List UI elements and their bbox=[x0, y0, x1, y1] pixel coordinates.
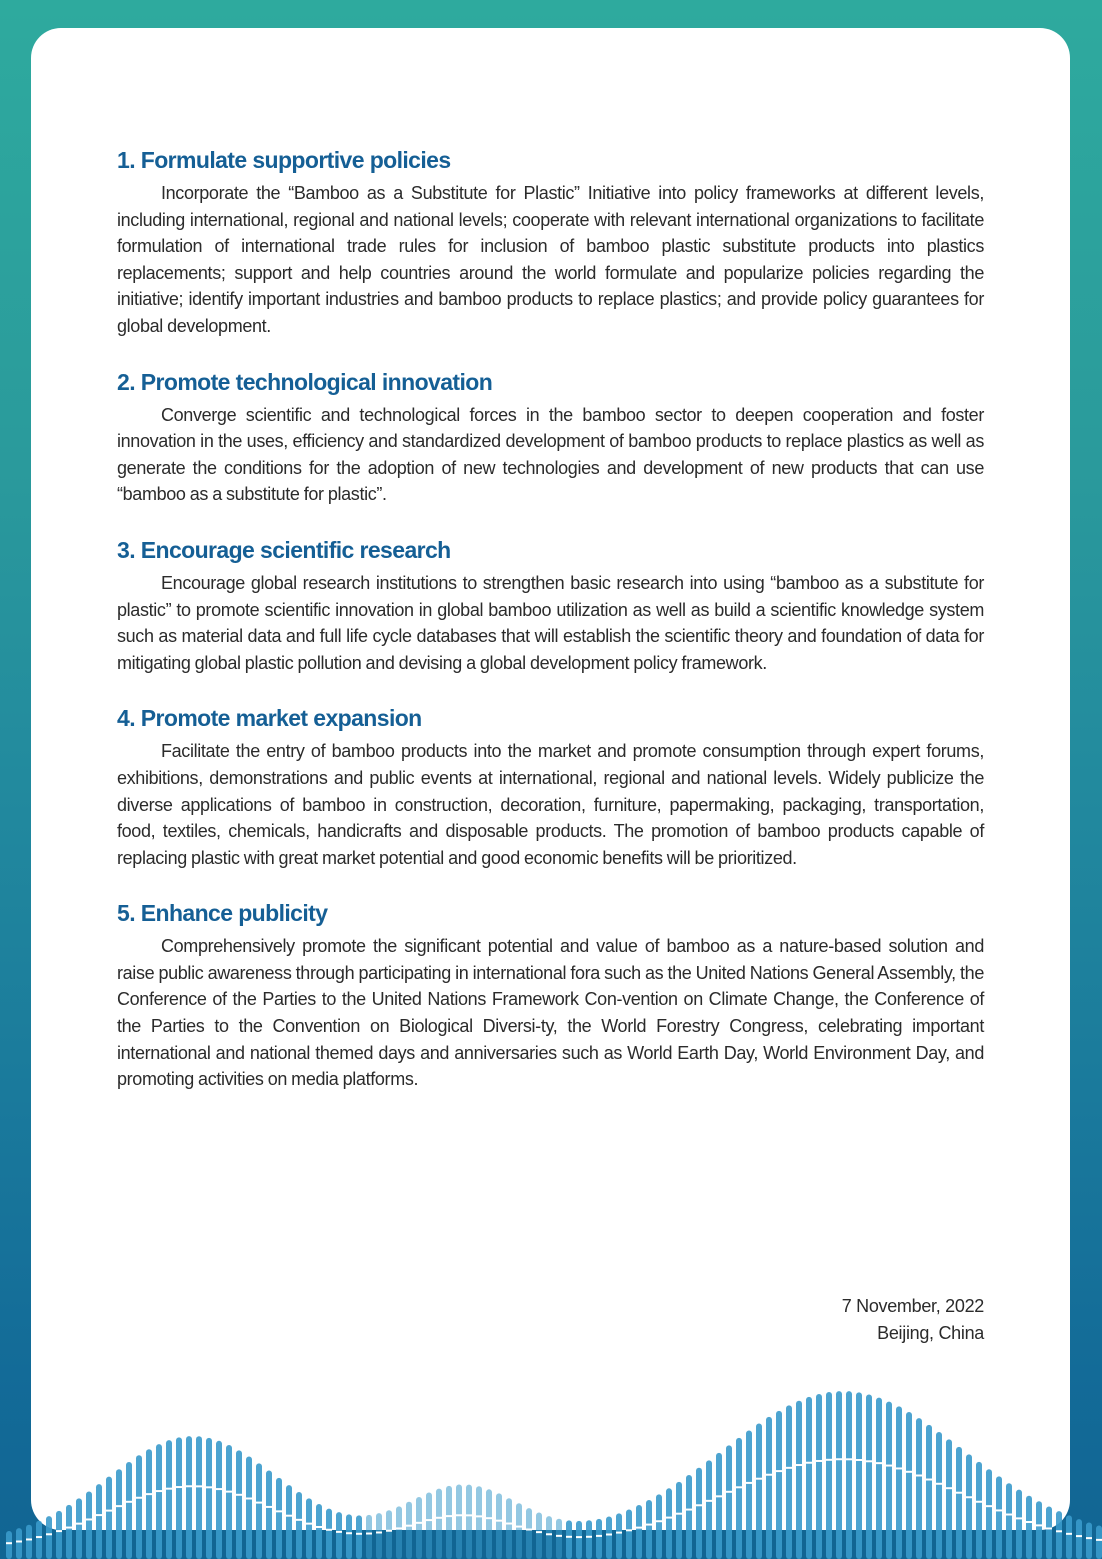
bamboo-node bbox=[826, 1459, 832, 1461]
bamboo-stalk bbox=[626, 1510, 632, 1559]
bamboo-node bbox=[216, 1488, 222, 1490]
bamboo-node bbox=[106, 1510, 112, 1512]
bamboo-stalk bbox=[126, 1462, 132, 1559]
bamboo-node bbox=[666, 1517, 672, 1519]
bamboo-stalk bbox=[386, 1510, 392, 1559]
bamboo-stalk bbox=[296, 1492, 302, 1559]
bamboo-stalk bbox=[826, 1392, 832, 1559]
bamboo-stalk bbox=[1096, 1525, 1102, 1559]
bamboo-node bbox=[1006, 1514, 1012, 1516]
bamboo-stalk bbox=[956, 1447, 962, 1559]
bamboo-node bbox=[776, 1470, 782, 1472]
bamboo-stalk bbox=[46, 1516, 52, 1559]
bamboo-stalk bbox=[286, 1485, 292, 1559]
bamboo-node bbox=[496, 1520, 502, 1522]
bamboo-node bbox=[896, 1467, 902, 1469]
bamboo-stalk bbox=[716, 1453, 722, 1559]
bamboo-node bbox=[1086, 1537, 1092, 1539]
bamboo-node bbox=[816, 1460, 822, 1462]
bamboo-stalk bbox=[726, 1445, 732, 1559]
bamboo-stalk bbox=[366, 1515, 372, 1559]
bamboo-stalk bbox=[16, 1528, 22, 1559]
bamboo-node bbox=[256, 1502, 262, 1504]
bamboo-stalk bbox=[666, 1488, 672, 1559]
bamboo-stalk bbox=[986, 1469, 992, 1559]
bamboo-stalk bbox=[266, 1471, 272, 1559]
bamboo-stalk bbox=[696, 1468, 702, 1559]
bamboo-node bbox=[656, 1520, 662, 1522]
bamboo-node bbox=[966, 1496, 972, 1498]
bamboo-stalk bbox=[776, 1411, 782, 1559]
bamboo-node bbox=[226, 1491, 232, 1493]
bamboo-node bbox=[16, 1541, 22, 1543]
bamboo-node bbox=[1016, 1517, 1022, 1519]
bamboo-stalk bbox=[1056, 1511, 1062, 1559]
bamboo-stalk bbox=[1086, 1523, 1092, 1559]
bamboo-stalk bbox=[916, 1418, 922, 1559]
section-body: Incorporate the “Bamboo as a Substitute for Plastic” Initiative into policy frameworks at different levels, including international, regional and national levels; cooperate with relevant international organizations to facilitate formulation of international trade rules for inclusion of bamboo plastic substitute products into plastics replacements; support and help countries around the world formulate and popularize policies regarding the initiative; identify important industries and bamboo products to replace plastics; and provide policy guarantees for global development. bbox=[117, 183, 984, 336]
bamboo-stalk bbox=[236, 1450, 242, 1559]
bamboo-node bbox=[46, 1533, 52, 1535]
bamboo-stalk bbox=[516, 1503, 522, 1559]
bamboo-node bbox=[96, 1514, 102, 1516]
bamboo-node bbox=[506, 1523, 512, 1525]
bamboo-node bbox=[136, 1497, 142, 1499]
bamboo-node bbox=[646, 1524, 652, 1526]
bamboo-node bbox=[356, 1533, 362, 1535]
bamboo-stalk bbox=[306, 1498, 312, 1559]
bamboo-stalk bbox=[806, 1397, 812, 1559]
bamboo-node bbox=[606, 1533, 612, 1535]
bamboo-stalk bbox=[66, 1505, 72, 1559]
bamboo-node bbox=[1066, 1533, 1072, 1535]
bamboo-stalk bbox=[446, 1486, 452, 1559]
bamboo-stalk bbox=[406, 1502, 412, 1559]
bamboo-stalk bbox=[466, 1485, 472, 1559]
bamboo-node bbox=[336, 1531, 342, 1533]
bamboo-node bbox=[456, 1514, 462, 1516]
bamboo-stalk bbox=[356, 1515, 362, 1559]
bamboo-node bbox=[596, 1535, 602, 1537]
bamboo-node bbox=[1096, 1539, 1102, 1541]
bamboo-stalk bbox=[836, 1391, 842, 1559]
bamboo-stalk bbox=[1006, 1483, 1012, 1559]
bamboo-stalk bbox=[116, 1469, 122, 1559]
section-body: Encourage global research institutions to strengthen basic research into using “bamboo as a substitute for plastic” to promote scientific innovation in global bamboo utilization as well as build a scientific knowledge system such as material data and full life cycle databases that will establish the scientific theory and foundation of data for mitigating global plastic pollution and devising a global development policy framework. bbox=[117, 572, 984, 673]
section-scientific-research bbox=[117, 536, 984, 676]
bamboo-stalk bbox=[226, 1445, 232, 1559]
bamboo-stalk bbox=[936, 1432, 942, 1559]
bamboo-node bbox=[956, 1492, 962, 1494]
section-formulate-policies bbox=[117, 146, 984, 340]
section-heading: 3. Encourage scientific research bbox=[117, 536, 451, 563]
bamboo-stalk bbox=[526, 1508, 532, 1559]
bamboo-node bbox=[906, 1471, 912, 1473]
bamboo-stalk bbox=[556, 1519, 562, 1559]
bamboo-stalk bbox=[976, 1462, 982, 1559]
bamboo-stalk bbox=[276, 1478, 282, 1559]
bamboo-node bbox=[386, 1530, 392, 1532]
bamboo-decoration bbox=[0, 1379, 1102, 1559]
bamboo-node bbox=[806, 1462, 812, 1464]
bamboo-node bbox=[36, 1536, 42, 1538]
bamboo-node bbox=[66, 1527, 72, 1529]
signature-place: Beijing, China bbox=[877, 1323, 984, 1343]
bamboo-stalk bbox=[206, 1438, 212, 1559]
bamboo-stalk bbox=[616, 1513, 622, 1559]
bamboo-node bbox=[416, 1522, 422, 1524]
bamboo-stalk bbox=[926, 1425, 932, 1559]
bamboo-node bbox=[696, 1504, 702, 1506]
bamboo-stalk bbox=[576, 1521, 582, 1559]
bamboo-stalk bbox=[946, 1439, 952, 1559]
document-body bbox=[117, 146, 984, 1121]
bamboo-stalk bbox=[646, 1500, 652, 1559]
bamboo-node bbox=[856, 1459, 862, 1461]
bamboo-stalk bbox=[866, 1394, 872, 1559]
bamboo-stalk bbox=[156, 1444, 162, 1559]
bamboo-node bbox=[836, 1458, 842, 1460]
bamboo-stalk bbox=[436, 1489, 442, 1559]
bamboo-stalk bbox=[966, 1454, 972, 1559]
bamboo-node bbox=[446, 1515, 452, 1517]
bamboo-stalk bbox=[486, 1489, 492, 1559]
bamboo-stalk bbox=[756, 1423, 762, 1559]
bamboo-stalk bbox=[996, 1476, 1002, 1559]
section-body: Comprehensively promote the significant potential and value of bamboo as a nature-based solution and raise public awareness through participating in international fora such as the United Nations General Assembly, the Conference of the Parties to the United Nations Framework Con-vention on Climate Change, the Conference of the Parties to the Convention on Biological Diversi-ty, the World Forestry Congress, celebrating important international and national themed days and anniversaries such as World Earth Day, World Environment Day, and promoting activities on media platforms. bbox=[117, 936, 984, 1090]
bamboo-node bbox=[946, 1487, 952, 1489]
bamboo-node bbox=[246, 1498, 252, 1500]
section-heading: 1. Formulate supportive policies bbox=[117, 147, 451, 173]
bamboo-node bbox=[56, 1530, 62, 1532]
bamboo-node bbox=[846, 1458, 852, 1460]
bamboo-node bbox=[736, 1486, 742, 1488]
bamboo-stalk bbox=[476, 1486, 482, 1559]
bamboo-stalk bbox=[376, 1513, 382, 1559]
bamboo-stalk bbox=[6, 1531, 12, 1559]
bamboo-node bbox=[786, 1467, 792, 1469]
section-heading: 2. Promote technological innovation bbox=[117, 368, 493, 395]
bamboo-stalk bbox=[1046, 1506, 1052, 1559]
bamboo-stalk bbox=[846, 1391, 852, 1559]
bamboo-stalk bbox=[586, 1520, 592, 1559]
bamboo-node bbox=[376, 1531, 382, 1533]
bamboo-stalk bbox=[856, 1392, 862, 1559]
bamboo-node bbox=[86, 1518, 92, 1520]
bamboo-stalk bbox=[796, 1401, 802, 1559]
bamboo-stalk bbox=[566, 1520, 572, 1559]
bamboo-node bbox=[1056, 1530, 1062, 1532]
bamboo-stalk bbox=[216, 1441, 222, 1559]
bamboo-node bbox=[266, 1506, 272, 1508]
bamboo-node bbox=[176, 1486, 182, 1488]
bamboo-stalk bbox=[146, 1449, 152, 1559]
bamboo-node bbox=[476, 1515, 482, 1517]
section-heading: 4. Promote market expansion bbox=[117, 705, 422, 732]
bamboo-node bbox=[706, 1500, 712, 1502]
bamboo-node bbox=[466, 1514, 472, 1516]
bamboo-stalk bbox=[96, 1484, 102, 1559]
bamboo-node bbox=[126, 1501, 132, 1503]
bamboo-node bbox=[156, 1490, 162, 1492]
bamboo-stalk bbox=[686, 1475, 692, 1559]
bamboo-stalk bbox=[1066, 1515, 1072, 1559]
bamboo-stalk bbox=[706, 1460, 712, 1559]
bamboo-stalk bbox=[506, 1498, 512, 1559]
bamboo-stalk bbox=[396, 1506, 402, 1559]
bamboo-node bbox=[976, 1501, 982, 1503]
bamboo-node bbox=[436, 1517, 442, 1519]
bamboo-node bbox=[996, 1509, 1002, 1511]
bamboo-node bbox=[236, 1494, 242, 1496]
bamboo-stalk bbox=[766, 1417, 772, 1559]
bamboo-stalk bbox=[876, 1398, 882, 1559]
bamboo-node bbox=[866, 1460, 872, 1462]
bamboo-stalk bbox=[196, 1436, 202, 1559]
bamboo-stalk bbox=[36, 1521, 42, 1559]
bamboo-stalk bbox=[496, 1493, 502, 1559]
bamboo-stalk bbox=[676, 1482, 682, 1559]
bamboo-node bbox=[516, 1526, 522, 1528]
bamboo-stalk bbox=[316, 1504, 322, 1559]
bamboo-node bbox=[766, 1474, 772, 1476]
bamboo-node bbox=[426, 1519, 432, 1521]
bamboo-node bbox=[196, 1485, 202, 1487]
bamboo-stalk bbox=[346, 1514, 352, 1559]
bamboo-node bbox=[526, 1528, 532, 1530]
bamboo-node bbox=[546, 1533, 552, 1535]
bamboo-stalk bbox=[816, 1394, 822, 1559]
bamboo-node bbox=[746, 1482, 752, 1484]
bamboo-stalk bbox=[906, 1412, 912, 1559]
bamboo-stalk bbox=[166, 1440, 172, 1559]
bamboo-node bbox=[876, 1462, 882, 1464]
bamboo-stalk bbox=[1016, 1490, 1022, 1559]
bamboo-stalk bbox=[186, 1436, 192, 1559]
bamboo-node bbox=[406, 1525, 412, 1527]
bamboo-stalk bbox=[886, 1402, 892, 1559]
bamboo-node bbox=[276, 1510, 282, 1512]
bamboo-stalk bbox=[896, 1406, 902, 1559]
bamboo-stalk bbox=[1036, 1501, 1042, 1559]
section-body: Facilitate the entry of bamboo products into the market and promote consumption through expert forums, exhibitions, demonstrations and public events at international, regional and national levels. Widely publicize the diverse applications of bamboo in construction, decoration, furniture, papermaking, packaging, transportation, food, textiles, chemicals, handicrafts and disposable products. The promotion of bamboo products capable of replacing plastic with great market potential and good economic benefits will be prioritized. bbox=[117, 741, 984, 868]
bamboo-node bbox=[26, 1538, 32, 1540]
section-enhance-publicity bbox=[117, 899, 984, 1093]
bamboo-stalk bbox=[596, 1519, 602, 1559]
bamboo-stalk bbox=[176, 1437, 182, 1559]
bamboo-node bbox=[576, 1536, 582, 1538]
bamboo-node bbox=[716, 1495, 722, 1497]
bamboo-stalk bbox=[636, 1505, 642, 1559]
bamboo-stalk bbox=[326, 1509, 332, 1559]
bamboo-stalk bbox=[546, 1516, 552, 1559]
bamboo-node bbox=[306, 1523, 312, 1525]
bamboo-stalk bbox=[256, 1463, 262, 1559]
bamboo-node bbox=[636, 1527, 642, 1529]
section-heading: 5. Enhance publicity bbox=[117, 900, 328, 927]
bamboo-stalk bbox=[606, 1516, 612, 1559]
bamboo-node bbox=[536, 1531, 542, 1533]
bamboo-stalk bbox=[136, 1455, 142, 1559]
bamboo-stalk bbox=[26, 1525, 32, 1559]
bamboo-node bbox=[916, 1475, 922, 1477]
bamboo-node bbox=[146, 1493, 152, 1495]
bamboo-node bbox=[116, 1505, 122, 1507]
signature-date: 7 November, 2022 bbox=[841, 1296, 984, 1316]
bamboo-node bbox=[166, 1488, 172, 1490]
bamboo-node bbox=[926, 1479, 932, 1481]
bamboo-node bbox=[366, 1533, 372, 1535]
bamboo-node bbox=[206, 1486, 212, 1488]
bamboo-stalk bbox=[1026, 1496, 1032, 1559]
bamboo-node bbox=[726, 1491, 732, 1493]
bamboo-stalk bbox=[56, 1511, 62, 1559]
bamboo-node bbox=[486, 1517, 492, 1519]
bamboo-node bbox=[566, 1536, 572, 1538]
document-page bbox=[31, 28, 1070, 1530]
bamboo-stalk bbox=[786, 1405, 792, 1559]
bamboo-node bbox=[6, 1542, 12, 1544]
bamboo-stalk bbox=[106, 1477, 112, 1559]
bamboo-node bbox=[1026, 1521, 1032, 1523]
bamboo-node bbox=[796, 1464, 802, 1466]
bamboo-node bbox=[316, 1526, 322, 1528]
bamboo-node bbox=[986, 1505, 992, 1507]
section-technological-innovation bbox=[117, 368, 984, 508]
bamboo-node bbox=[296, 1519, 302, 1521]
bamboo-stalk bbox=[746, 1431, 752, 1559]
bamboo-node bbox=[626, 1529, 632, 1531]
bamboo-stalk bbox=[736, 1438, 742, 1559]
signature-block bbox=[842, 1293, 984, 1347]
bamboo-node bbox=[686, 1509, 692, 1511]
bamboo-node bbox=[1036, 1524, 1042, 1526]
bamboo-node bbox=[556, 1535, 562, 1537]
bamboo-node bbox=[1076, 1535, 1082, 1537]
bamboo-stalk bbox=[416, 1497, 422, 1559]
bamboo-stalk bbox=[336, 1512, 342, 1559]
bamboo-node bbox=[1046, 1527, 1052, 1529]
bamboo-node bbox=[586, 1536, 592, 1538]
bamboo-node bbox=[616, 1532, 622, 1534]
section-body: Converge scientific and technological forces in the bamboo sector to deepen cooperation and foster innovation in the uses, efficiency and standardized development of bamboo products to replace plastics as well as generate the conditions for the adoption of new technologies and development of new products that can use “bamboo as a substitute for plastic”. bbox=[117, 404, 984, 505]
bamboo-node bbox=[936, 1483, 942, 1485]
section-market-expansion bbox=[117, 704, 984, 871]
bamboo-node bbox=[756, 1478, 762, 1480]
bamboo-stalk bbox=[76, 1498, 82, 1559]
bamboo-stalk bbox=[456, 1484, 462, 1559]
bamboo-stalk bbox=[246, 1457, 252, 1559]
bamboo-stalk bbox=[86, 1491, 92, 1559]
bamboo-node bbox=[286, 1515, 292, 1517]
bamboo-node bbox=[326, 1529, 332, 1531]
bamboo-node bbox=[76, 1523, 82, 1525]
bamboo-stalk bbox=[536, 1513, 542, 1559]
bamboo-node bbox=[676, 1513, 682, 1515]
bamboo-node bbox=[886, 1465, 892, 1467]
bamboo-stalk bbox=[426, 1492, 432, 1559]
bamboo-node bbox=[396, 1527, 402, 1529]
bamboo-stalk bbox=[656, 1494, 662, 1559]
bamboo-node bbox=[186, 1485, 192, 1487]
bamboo-stalk bbox=[1076, 1519, 1082, 1559]
bamboo-node bbox=[346, 1532, 352, 1534]
